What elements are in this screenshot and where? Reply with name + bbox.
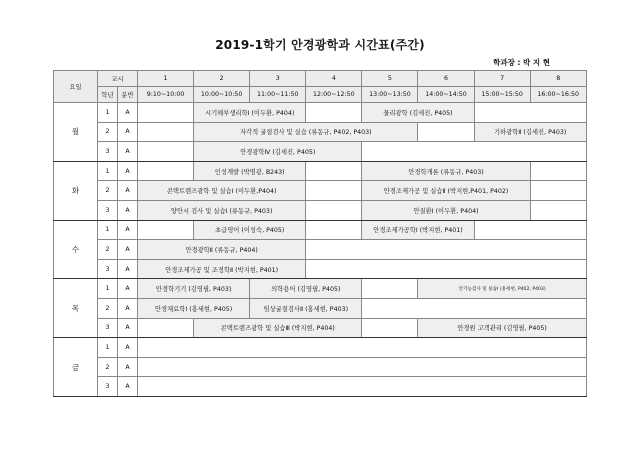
period-number: 3 [250,71,306,87]
course-cell: 시기해부생리학Ⅰ (이두환, P404) [194,103,306,123]
department-head: 학과장 : 박 지 현 [493,58,550,67]
course-cell: 안질환Ⅰ (이두환, P404) [362,200,530,220]
year-header: 학년 [98,87,118,103]
section-header: 분반 [118,87,138,103]
year-cell: 3 [98,318,118,338]
table-row [54,220,587,240]
table-row [54,298,587,318]
empty-slot [362,298,586,318]
table-row [54,338,587,358]
year-cell: 2 [98,181,118,201]
empty-slot [306,259,586,279]
course-cell: 안경학개론 (류동규, P403) [362,161,530,181]
section-cell: A [118,200,138,220]
year-cell: 2 [98,357,118,377]
empty-slot [138,122,194,142]
day-header: 요일 [54,71,98,103]
course-cell: 안기능검사 및 실습Ⅰ (홍세현, P402, P403) [418,279,586,299]
empty-slot [306,161,362,181]
year-cell: 2 [98,240,118,260]
empty-slot [138,377,587,397]
section-cell: A [118,240,138,260]
course-cell: 물리광학 (김세진, P405) [362,103,474,123]
empty-slot [362,279,418,299]
course-cell: 안경광학Ⅱ (류동규, P404) [138,240,306,260]
course-cell: 안경조제가공 및 실습Ⅱ (박지현,P401, P402) [362,181,530,201]
course-cell: 임상굴절검사Ⅱ (홍세현, P403) [250,298,362,318]
empty-slot [306,103,362,123]
empty-slot [138,103,194,123]
section-cell: A [118,298,138,318]
table-row [54,200,587,220]
empty-slot [418,122,474,142]
empty-slot [530,200,586,220]
section-cell: A [118,338,138,358]
course-cell: 자각적 굴절검사 및 실습 (류동규, P402, P403) [194,122,418,142]
year-cell: 3 [98,377,118,397]
section-cell: A [118,142,138,162]
year-cell: 1 [98,279,118,299]
year-cell: 1 [98,161,118,181]
course-cell: 안경광학Ⅳ (김세진, P405) [194,142,362,162]
day-cell: 수 [54,220,98,279]
table-row [54,318,587,338]
year-cell: 3 [98,259,118,279]
period-number: 6 [418,71,474,87]
section-cell: A [118,161,138,181]
period-number: 8 [530,71,586,87]
course-cell: 안경조제가공 및 조정학Ⅱ (박지현, P401) [138,259,306,279]
table-row [54,122,587,142]
section-cell: A [118,279,138,299]
course-cell: 안경조제가공학Ⅰ (박지현, P401) [362,220,474,240]
section-cell: A [118,181,138,201]
empty-slot [474,103,586,123]
period-time: 11:00~11:50 [250,87,306,103]
period-time: 13:00~13:50 [362,87,418,103]
period-number: 2 [194,71,250,87]
course-cell: 콘택트렌즈광학 및 실습Ⅰ (이두환,P404) [138,181,306,201]
course-cell: 양안시 검사 및 실습Ⅰ (류동규, P403) [138,200,306,220]
course-cell: 의학용어 (김영필, P405) [250,279,362,299]
section-cell: A [118,377,138,397]
day-cell: 화 [54,161,98,220]
table-row [54,279,587,299]
year-cell: 2 [98,122,118,142]
period-number: 4 [306,71,362,87]
table-row [54,161,587,181]
table-row [54,259,587,279]
empty-slot [306,220,362,240]
period-header: 교시 [98,71,138,87]
course-cell: 안경학기기 (김영필, P403) [138,279,250,299]
empty-slot [138,338,587,358]
year-cell: 1 [98,338,118,358]
course-cell: 콘택트렌즈광학 및 실습Ⅲ (박지현, P404) [194,318,362,338]
period-time: 12:00~12:50 [306,87,362,103]
course-cell: 인성계발 (박명광, B243) [194,161,306,181]
section-cell: A [118,259,138,279]
empty-slot [474,220,586,240]
year-cell: 3 [98,142,118,162]
section-cell: A [118,318,138,338]
section-cell: A [118,103,138,123]
year-cell: 3 [98,200,118,220]
period-time: 14:00~14:50 [418,87,474,103]
period-time: 10:00~10:50 [194,87,250,103]
table-row [54,357,587,377]
year-cell: 2 [98,298,118,318]
table-row [54,377,587,397]
day-cell: 목 [54,279,98,338]
course-cell: 기하광학Ⅱ (김세진, P403) [474,122,586,142]
empty-slot [138,142,194,162]
empty-slot [138,357,587,377]
empty-slot [138,318,194,338]
empty-slot [306,240,586,260]
empty-slot [306,200,362,220]
period-time: 15:00~15:50 [474,87,530,103]
period-time: 16:00~16:50 [530,87,586,103]
period-number: 5 [362,71,418,87]
period-number: 7 [474,71,530,87]
table-row [54,142,587,162]
empty-slot [138,220,194,240]
course-cell: 초급영어 (이성숙, P405) [194,220,306,240]
course-cell: 안경재료학Ⅰ (홍세현, P405) [138,298,250,318]
section-cell: A [118,220,138,240]
empty-slot [362,142,586,162]
timetable [53,70,587,397]
empty-slot [138,161,194,181]
period-number: 1 [138,71,194,87]
empty-slot [306,181,362,201]
section-cell: A [118,122,138,142]
table-row [54,240,587,260]
course-cell: 안경원 고객관리 (김영필, P405) [418,318,586,338]
day-cell: 월 [54,103,98,162]
table-row [54,103,587,123]
table-row [54,181,587,201]
section-cell: A [118,357,138,377]
period-time: 9:10~10:00 [138,87,194,103]
empty-slot [530,181,586,201]
year-cell: 1 [98,220,118,240]
page-title: 2019-1학기 안경광학과 시간표(주간) [215,38,425,52]
day-cell: 금 [54,338,98,397]
empty-slot [362,318,418,338]
year-cell: 1 [98,103,118,123]
empty-slot [530,161,586,181]
timetable-body [54,103,587,397]
